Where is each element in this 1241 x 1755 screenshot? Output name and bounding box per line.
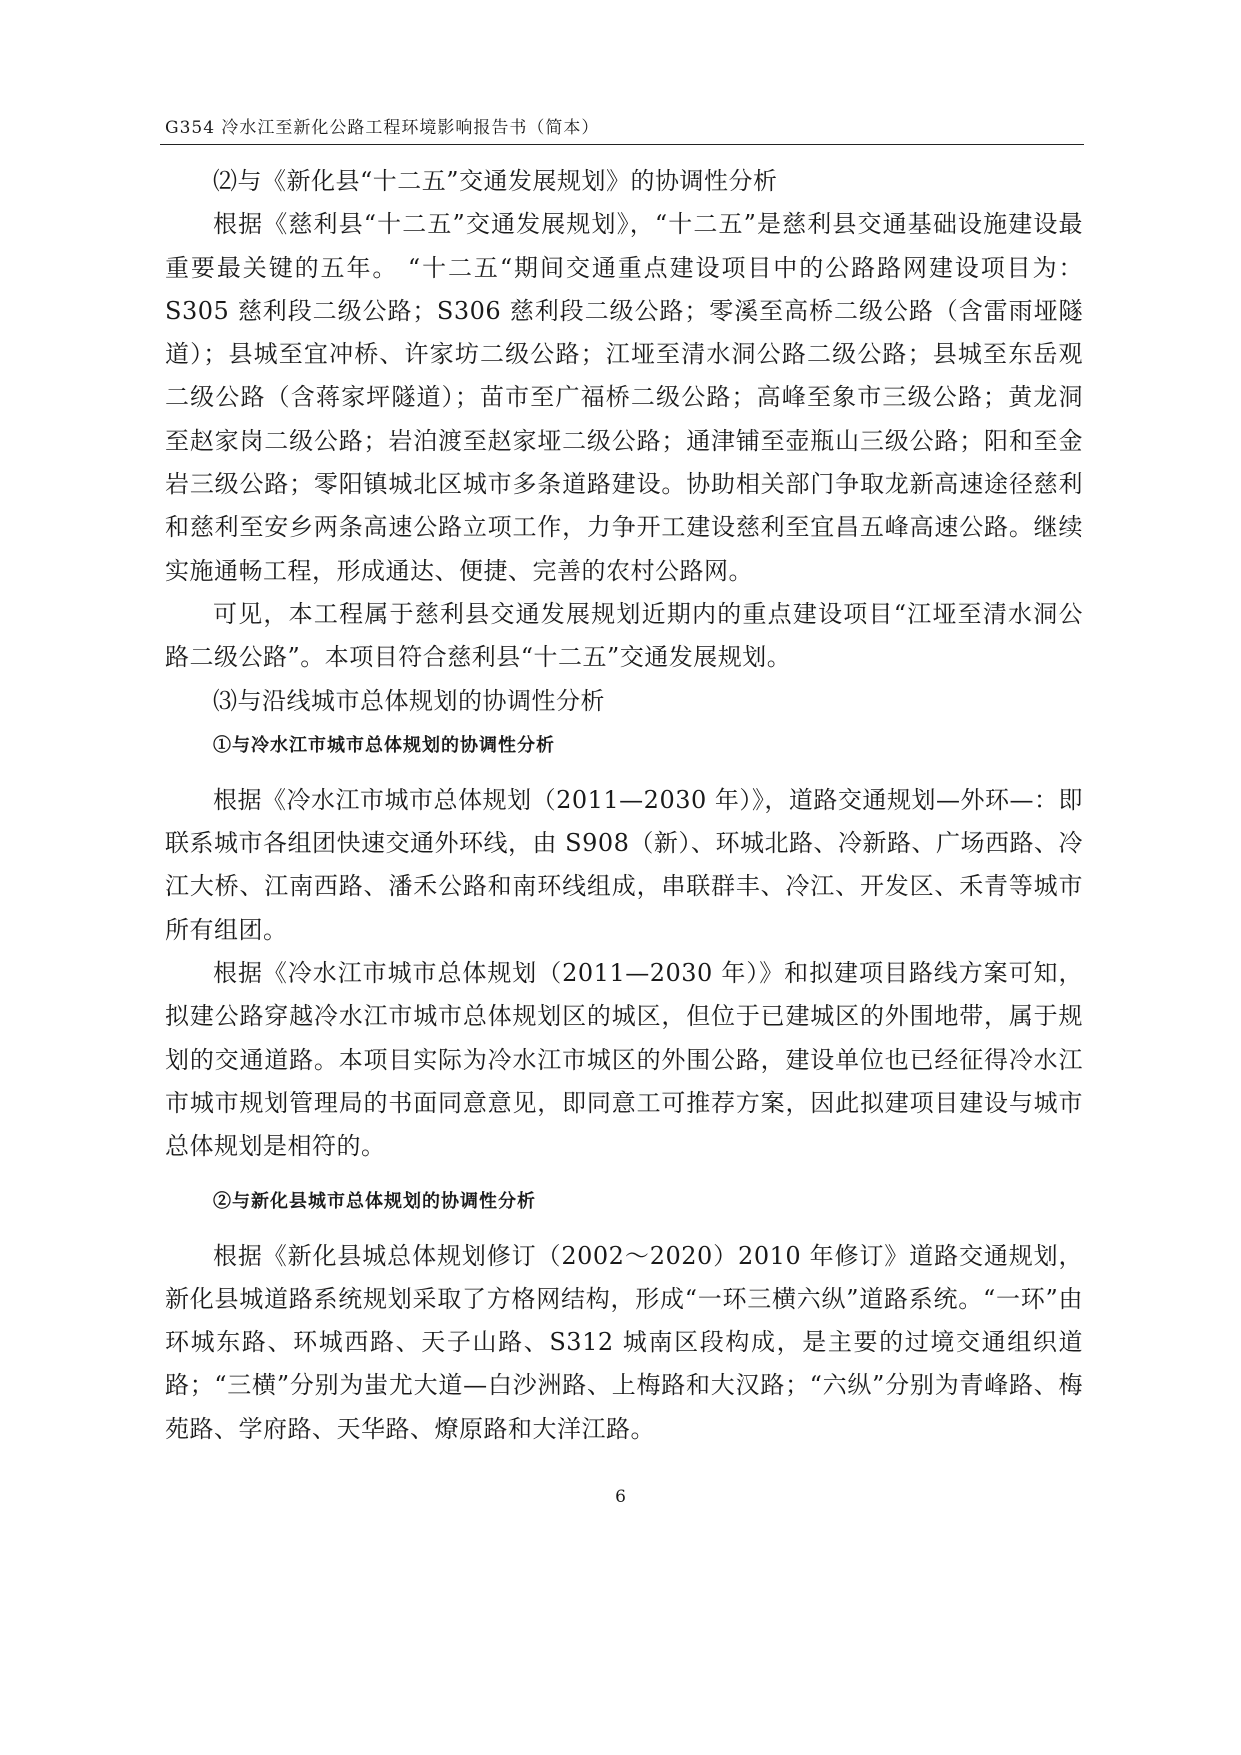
spacer [165,761,1083,779]
spacer [165,1217,1083,1235]
paragraph-lengshuijiang-plan: 根据《冷水江市城市总体规划（2011—2030 年）》，道路交通规划—外环—：即联系城市各组团快速交通外环线，由 S908（新）、环城北路、冷新路、广场西路、冷江大桥、江南西路、潘禾公路和南环线组成，串联群丰、冷江、开发区、禾青等城市所有组团。 [165,785,1083,944]
section-heading-2: ⑵与《新化县“十二五”交通发展规划》的协调性分析 [213,167,778,195]
document-body [165,160,1083,1451]
subsection-heading-2: ②与新化县城市总体规划的协调性分析 [213,1190,536,1212]
paragraph-lengshuijiang-route: 根据《冷水江市城市总体规划（2011—2030 年）》和拟建项目路线方案可知，拟建公路穿越冷水江市城市总体规划区的城区，但位于已建城区的外围地带，属于规划的交通道路。本项目实际为冷水江市城区的外围公路，建设单位也已经征得冷水江市城市规划管理局的书面同意意见，即同意工可推荐方案，因此拟建项目建设与城市总体规划是相符的。 [165,959,1083,1161]
page-number: 6 [615,1487,626,1507]
paragraph-xinhua-plan: 根据《新化县城总体规划修订（2002～2020）2010 年修订》道路交通规划，新化县城道路系统规划采取了方格网结构，形成“一环三横六纵”道路系统。“一环”由环城东路、环城西路、天子山路、S312 城南区段构成，是主要的过境交通组织道路；“三横”分别为蚩尤大道—白沙洲路、上梅路和大汉路；“六纵”分别为青峰路、梅苑路、学府路、天华路、燎原路和大洋江路。 [165,1241,1083,1443]
subsection-heading-1: ①与冷水江市城市总体规划的协调性分析 [213,734,555,756]
paragraph-cili-plan: 根据《慈利县“十二五”交通发展规划》，“十二五”是慈利县交通基础设施建设最重要最关键的五年。 “十二五“期间交通重点建设项目中的公路路网建设项目为：S305 慈利段二级公路；S306 慈利段二级公路；零溪至高桥二级公路（含雷雨垭隧道）；县城至宜冲桥、许家坊二级公路；江垭至清水洞公路二级公路；县城至东岳观二级公路（含蒋家坪隧道）；苗市至广福桥二级公路；高峰至象市三级公路；黄龙洞至赵家岗二级公路；岩泊渡至赵家垭二级公路；通津铺至壶瓶山三级公路；阳和至金岩三级公路；零阳镇城北区城市多条道路建设。协助相关部门争取龙新高速途径慈利和慈利至安乡两条高速公路立项工作，力争开工建设慈利至宜昌五峰高速公路。继续实施通畅工程，形成通达、便捷、完善的农村公路网。 [165,210,1083,585]
spacer [165,723,1083,731]
header-divider [160,144,1084,145]
spacer [165,1169,1083,1187]
section-heading-3: ⑶与沿线城市总体规划的协调性分析 [213,686,605,715]
paragraph-conclusion: 可见，本工程属于慈利县交通发展规划近期内的重点建设项目“江垭至清水洞公路二级公路”。本项目符合慈利县“十二五”交通发展规划。 [165,599,1083,672]
page-header: G354 冷水江至新化公路工程环境影响报告书（简本） [165,118,600,138]
